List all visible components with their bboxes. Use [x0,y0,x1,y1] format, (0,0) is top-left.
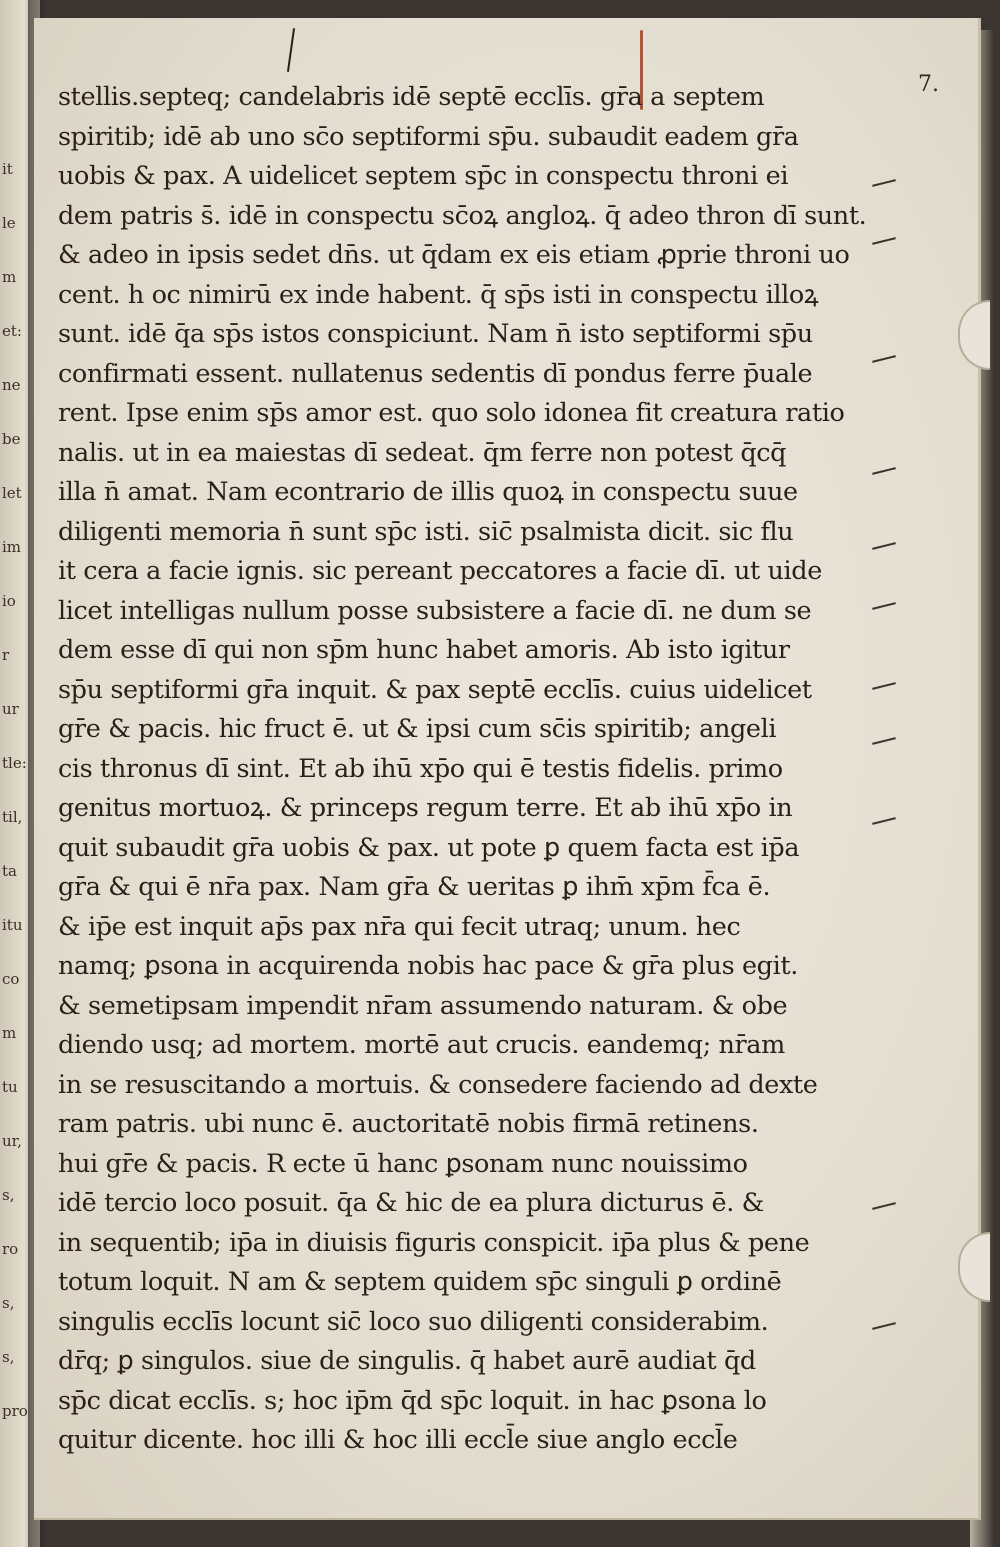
facing-page-fragment: ne [2,376,21,394]
manuscript-line: genitus mortuoꝝ. & princeps regum terre. Et ab ihū xp̄o in [58,793,793,823]
manuscript-line: nalis. ut in ea maiestas dī sedeat. q̄m ferre non potest q̄cq̄ [58,437,787,468]
facing-page-fragment: pro [2,1402,28,1420]
manuscript-line: idē tercio loco posuit. q̄a & hic de ea plura dicturus ē. & [58,1188,764,1218]
facing-page-fragment: let [2,484,22,502]
manuscript-line: confirmati essent. nullatenus sedentis dī pondus ferre p̄uale [58,358,813,389]
facing-page-fragment: io [2,592,16,610]
facing-page-fragment: tle: [2,754,27,772]
manuscript-line: sunt. idē q̄a sp̄s istos conspiciunt. Nam n̄ isto septiformi sp̄u [58,319,813,349]
manuscript-line: illa n̄ amat. Nam econtrario de illis quoꝝ in conspectu suue [58,477,798,507]
manuscript-line: rent. Ipse enim sp̄s amor est. quo solo idonea fit creatura ratio [58,398,845,428]
text-block [58,78,888,1461]
facing-page-fragment: ta [2,862,17,880]
manuscript-line: licet intelligas nullum posse subsistere a facie dī. ne dum se [58,595,812,626]
facing-page-fragment: s, [2,1294,15,1312]
manuscript-line: singulis ecclīs locunt sic̄ loco suo diligenti considerabim. [58,1306,769,1337]
manuscript-line: diligenti memoria n̄ sunt sp̄c isti. sic̄ psalmista dicit. sic flu [58,516,794,547]
manuscript-line: ram patris. ubi nunc ē. auctoritatē nobis firmā retinens. [58,1109,759,1139]
manuscript-line: & ip̄e est inquit ap̄s pax nr̄a qui fecit utraq; unum. hec [58,911,741,942]
manuscript-line: & adeo in ipsis sedet dn̄s. ut q̄dam ex eis etiam ꝓprie throni uo [58,240,850,270]
facing-page-fragment: til, [2,808,23,826]
facing-page-fragment: et: [2,322,22,340]
facing-page-fragment: m [2,268,17,286]
manuscript-line: uobis & pax. A uidelicet septem sp̄c in conspectu throni ei [58,161,789,191]
manuscript-line: quitur dicente. hoc illi & hoc illi eccl̄e siue anglo eccl̄e [58,1425,738,1455]
manuscript-line: hui gr̄e & pacis. R ecte ū hanc ꝑsonam nunc nouissimo [58,1148,748,1179]
manuscript-line: & semetipsam impendit nr̄am assumendo naturam. & obe [58,990,788,1021]
facing-page-fragment: co [2,970,20,988]
facing-page-fragment: be [2,430,21,448]
manuscript-line: spiritib; idē ab uno sc̄o septiformi sp̄u. subaudit eadem gr̄a [58,121,799,152]
manuscript-line: cis thronus dī sint. Et ab ihū xp̄o qui ē testis fidelis. primo [58,753,783,784]
manuscript-line: in sequentib; ip̄a in diuisis figuris conspicit. ip̄a plus & pene [58,1227,810,1258]
manuscript-line: quit subaudit gr̄a uobis & pax. ut pote ꝑ quem facta est ip̄a [58,832,800,863]
folio-number: 7. [918,72,939,97]
manuscript-line: dr̄q; ꝑ singulos. siue de singulis. q̄ habet aurē audiat q̄d [58,1346,756,1376]
manuscript-line: namq; ꝑsona in acquirenda nobis hac pace & gr̄a plus egit. [58,951,798,981]
manuscript-line: in se resuscitando a mortuis. & consedere faciendo ad dexte [58,1069,818,1100]
facing-page-fragment: le [2,214,16,232]
facing-page-fragment: ro [2,1240,19,1258]
manuscript-line: cent. h oc nimirū ex inde habent. q̄ sp̄s isti in conspectu illoꝝ [58,279,819,310]
manuscript-line: it cera a facie ignis. sic pereant peccatores a facie dī. ut uide [58,556,822,586]
manuscript-line: dem esse dī qui non sp̄m hunc habet amoris. Ab isto igitur [58,635,790,665]
facing-page-fragment: ur, [2,1132,22,1150]
facing-page-fragment: s, [2,1186,15,1204]
manuscript-line: sp̄u septiformi gr̄a inquit. & pax septē ecclīs. cuius uidelicet [58,674,812,705]
facing-page-fragment: tu [2,1078,18,1096]
manuscript-line: sp̄c dicat ecclīs. s; hoc ip̄m q̄d sp̄c loquit. in hac ꝑsona lo [58,1385,767,1416]
facing-page-fragment: itu [2,916,23,934]
facing-page-fragment: it [2,160,13,178]
facing-page-fragment: im [2,538,22,556]
manuscript-line: gr̄a & qui ē nr̄a pax. Nam gr̄a & ueritas ꝑ ihm̄ xp̄m f̄ca ē. [58,872,771,902]
facing-page-fragment: s, [2,1348,15,1366]
facing-page-fragment: m [2,1024,17,1042]
manuscript-line: totum loquit. N am & septem quidem sp̄c singuli ꝑ ordinē [58,1267,782,1297]
manuscript-line: dem patris s̄. idē in conspectu sc̄oꝝ angloꝝ. q̄ adeo thron dī sunt. [58,200,867,231]
facing-page-fragment: r [2,646,10,664]
manuscript-line: diendo usq; ad mortem. mortē aut crucis. eandemq; nr̄am [58,1030,785,1060]
manuscript-line: stellis.septeq; candelabris idē septē ecclīs. gr̄a a septem [58,82,765,112]
facing-page-fragment: ur [2,700,19,718]
manuscript-line: gr̄e & pacis. hic fruct ē. ut & ipsi cum sc̄is spiritib; angeli [58,714,777,744]
